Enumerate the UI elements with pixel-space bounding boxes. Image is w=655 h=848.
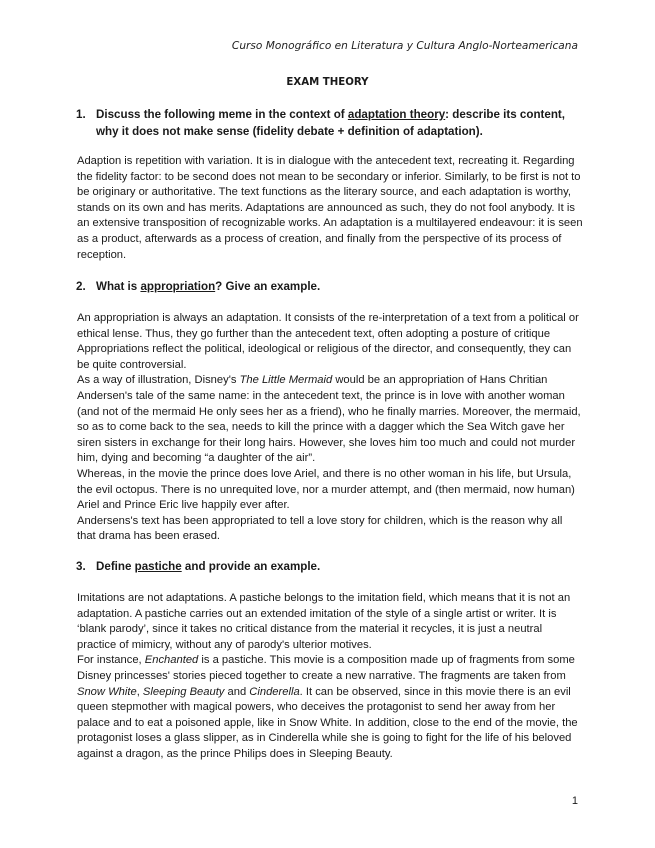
answer-3 [77, 591, 584, 763]
question-1-text-start: Discuss the following meme in the context of [96, 108, 348, 121]
work-title-little-mermaid: The Little Mermaid [239, 374, 333, 387]
running-header: Curso Monográfico en Literatura y Cultura Anglo-Norteamericana [231, 40, 578, 52]
page-title: EXAM THEORY [286, 77, 369, 88]
question-2 [76, 278, 586, 295]
work-title-cinderella: Cinderella [249, 685, 300, 698]
question-3-number: 3. [76, 560, 86, 573]
answer-2-paragraph-3: Whereas, in the movie the prince does love Ariel, and there is no other woman in his life, but Ursula, the evil octopus. There is no unrequited love, nor a murder attempt, and (then mermaid, now human) Ariel and Prince Eric live happily ever after. [77, 467, 575, 512]
question-2-text-end: ? Give an example. [215, 280, 321, 293]
answer-3-paragraph-1: Imitations are not adaptations. A pastiche belongs to the imitation field, which means that it is not an adaptation. A pastiche carries out an extended imitation of the style of a single artist or writer. It is ‘blank parody’, since it takes no critical distance from the material it recycles, it is just a neutral practice of mimicry, without any of parody's ulterior motives. [77, 592, 571, 651]
answer-2-paragraph-2: As a way of illustration, Disney's The Little Mermaid would be an appropriation of Hans Chritian Andersen's tale of the same name: in the antecedent text, the prince is in love with another woman (and not of the mermaid He only sees her as a friend), who he finally marries. Moreover, the mermaid, so as to come back to the sea, needs to kill the prince with a dagger which the Sea Witch gave her siren sisters in exchange for their long hairs. However, she loves him too much and could not murder him, dying and becoming “a daughter of the air”. [77, 374, 581, 465]
question-3-text-end: and provide an example. [181, 560, 321, 573]
question-1 [76, 106, 586, 140]
answer-1-paragraph: Adaption is repetition with variation. It is in dialogue with the antecedent text, recreating it. Regarding the fidelity factor: to be second does not mean to be secondary or inferior. Similarly, to be first is not to be originary or authoritative. The text functions as the literary source, and each adaptation is worthy, stands on its own and has merits. Adaptations are announced as such, they do not fool anybody. It is an extensive transposition of recognizable works. An adaptation is a multilayered endeavour: it is seen as a product, afterwards as a process of creation, and finally from the perspective of its process of reception. [77, 155, 583, 261]
question-2-text-start: What is [96, 280, 141, 293]
question-2-term: appropriation [140, 280, 216, 293]
answer-2-paragraph-1: An appropriation is always an adaptation. It consists of the re-interpretation of a text from a political or ethical lense. Thus, they go further than the antecedent text, often adopting a posture of critique Appropriations reflect the political, ideological or religious of the director, and consequently, they can be quite controversial. [77, 312, 579, 371]
question-2-number: 2. [76, 280, 86, 293]
question-3-text-start: Define [96, 560, 135, 573]
page-number: 1 [571, 795, 578, 807]
question-1-term: adaptation theory [347, 108, 446, 121]
question-3-term: pastiche [134, 560, 182, 573]
answer-1 [77, 154, 584, 263]
answer-2-paragraph-4: Andersens's text has been appropriated to tell a love story for children, which is the reason why all that drama has been erased. [77, 514, 563, 543]
question-1-number: 1. [76, 108, 86, 121]
question-3 [76, 558, 586, 575]
answer-2 [77, 311, 584, 545]
question-1-text-end: : describe its content, why it does not make sense (fidelity debate + definition of adaptation). [96, 108, 565, 138]
answer-3-paragraph-2: For instance, Enchanted is a pastiche. This movie is a composition made up of fragments from some Disney princesses' stories pieced together to create a new narrative. The fragments are taken from Snow White, Sleeping Beauty and Cinderella. It can be observed, since in this movie there is an evil queen stepmother with magical powers, who deceives the protagonist to send her away from her palace and to eat a poisoned apple, like in Snow White. In addition, close to the end of the movie, the protagonist loses a glass slipper, as in Cinderella while she is going to fight for the life of his beloved against a dragon, as the prince Philips does in Sleeping Beauty. [77, 654, 578, 760]
work-title-sleeping-beauty: Sleeping Beauty [142, 685, 225, 698]
work-title-enchanted: Enchanted [144, 654, 199, 667]
work-title-snow-white: Snow White [77, 685, 137, 698]
